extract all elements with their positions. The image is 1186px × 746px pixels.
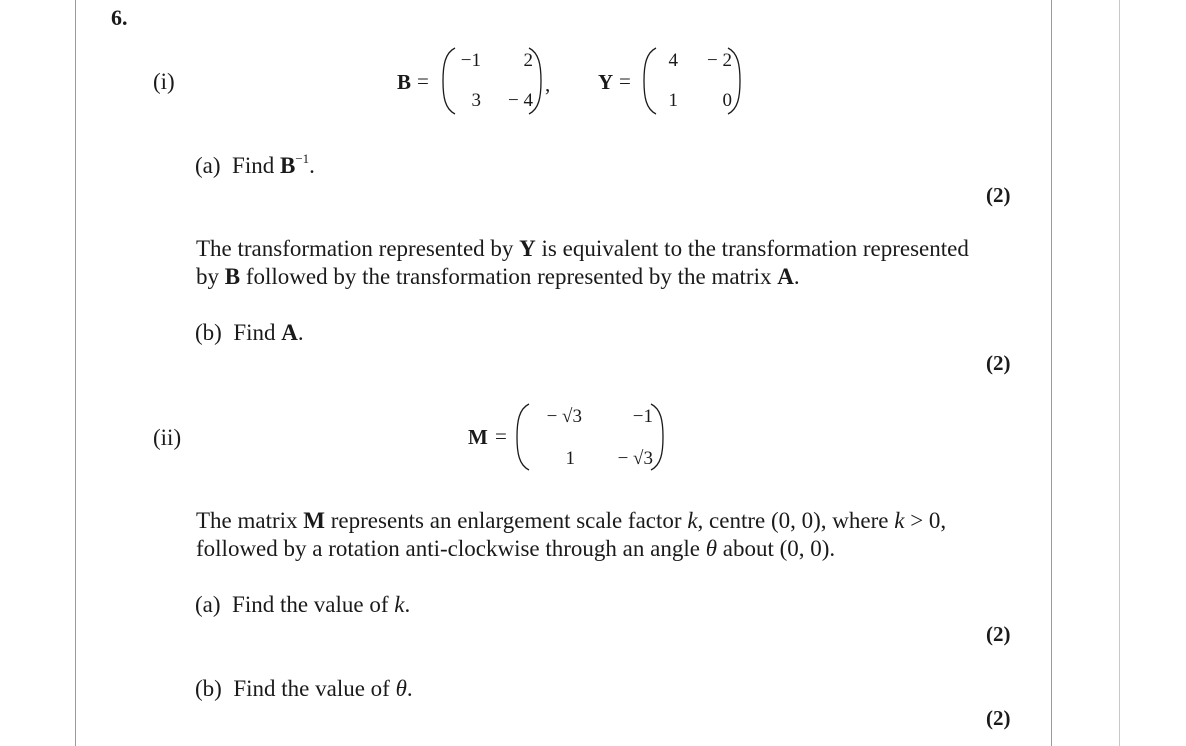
part-ii-label: (ii) [153,425,182,450]
matrix-y-equals: = [619,69,631,93]
part-ii-statement-line-2 [196,535,835,563]
part-i-a-question: (a) Find $B^{-1}$. [195,151,315,178]
stmt1-line1-post: is equivalent to the transformation represented [541,236,969,261]
stmt2-line2-theta: θ [705,536,717,561]
stmt2-line1-post: > 0, [910,508,947,533]
part-ii-a-var: k [394,592,405,617]
part-ii-b-text: Find the value of [233,676,390,701]
stmt1-line1-pre: The transformation represented by [196,236,514,261]
part-ii-a-text: Find the value of [232,592,389,617]
part-ii-b-var: θ [395,676,407,701]
matrix-y-cell-21: 1 [668,90,678,111]
right-margin-line [1051,0,1052,746]
part-ii-a-marks: (2) [986,622,1011,646]
part-i-b-text: Find [233,320,276,345]
matrix-b-name: B [397,70,412,94]
part-ii-a-label: (a) [195,592,221,617]
part-ii-b-label: (b) [195,676,222,701]
part-i-b-symbol: A [281,320,298,345]
matrix-b [441,45,543,117]
part-ii-b-question: (b) Find the value of θ. [195,676,413,701]
stmt2-line2-pre: followed by a rotation anti-clockwise through an angle [196,536,700,561]
stmt2-line1-symbol: M [303,508,326,533]
matrix-y-cell-22: 0 [722,90,732,111]
stmt1-line2-symbol-a: A [777,264,794,289]
part-ii-b-marks: (2) [986,706,1011,730]
part-ii-statement-line-1 [196,507,946,535]
stmt2-line1-mid2: , centre (0, 0), where [697,508,889,533]
matrix-m-name: M [468,425,488,449]
stmt1-line2-mid: followed by the transformation represented by the matrix [245,264,772,289]
stmt2-line1-k: k [687,508,698,533]
part-i-a-label: (a) [195,153,221,178]
part-i-statement-line-2: by B followed by the transformation represented by the matrix A. [196,264,800,289]
matrix-m-cell-22: − √3 [617,448,653,469]
matrix-b-cell-12: 2 [523,50,533,71]
stmt2-line1-mid: represents an enlargement scale factor [330,508,682,533]
matrix-m [515,401,665,473]
part-i-statement-line-1 [196,235,969,263]
matrix-b-cell-11: −1 [460,50,481,71]
part-i-b-label: (b) [195,320,222,345]
matrix-m-equals: = [495,424,507,448]
part-i-b-marks: (2) [986,351,1011,375]
stmt1-line1-symbol: Y [519,236,536,261]
matrix-m-cell-21: 1 [565,448,575,469]
part-i-label: (i) [153,69,175,94]
stmt2-line1-k2: k [894,508,905,533]
matrix-b-equals: = [417,69,429,93]
matrix-y-name: Y [598,70,614,94]
part-i-a-symbol: B [279,153,296,178]
far-right-edge-line [1119,0,1120,746]
matrix-y-cell-12: − 2 [707,50,732,71]
stmt1-line2-pre: by [196,264,219,289]
stmt2-line2-post: about (0, 0). [722,536,836,561]
matrix-m-cell-11: − √3 [546,406,582,427]
part-i-a-superscript: −1 [295,151,310,166]
stmt1-line2-symbol-b: B [224,264,241,289]
stmt2-line1-pre: The matrix [196,508,298,533]
part-i-a-text: Find [232,153,275,178]
question-number: 6. [111,5,128,30]
matrix-y-cell-11: 4 [668,50,678,71]
matrix-b-comma: , [545,72,551,96]
matrix-m-cell-12: −1 [632,406,653,427]
part-ii-a-question: (a) Find the value of k. [195,592,411,617]
left-margin-line [75,0,76,746]
matrix-b-cell-22: − 4 [508,90,533,111]
part-i-a-marks: (2) [986,183,1011,207]
matrix-y [642,45,742,117]
matrix-b-cell-21: 3 [471,90,481,111]
part-i-b-question: (b) Find A. [195,320,304,345]
